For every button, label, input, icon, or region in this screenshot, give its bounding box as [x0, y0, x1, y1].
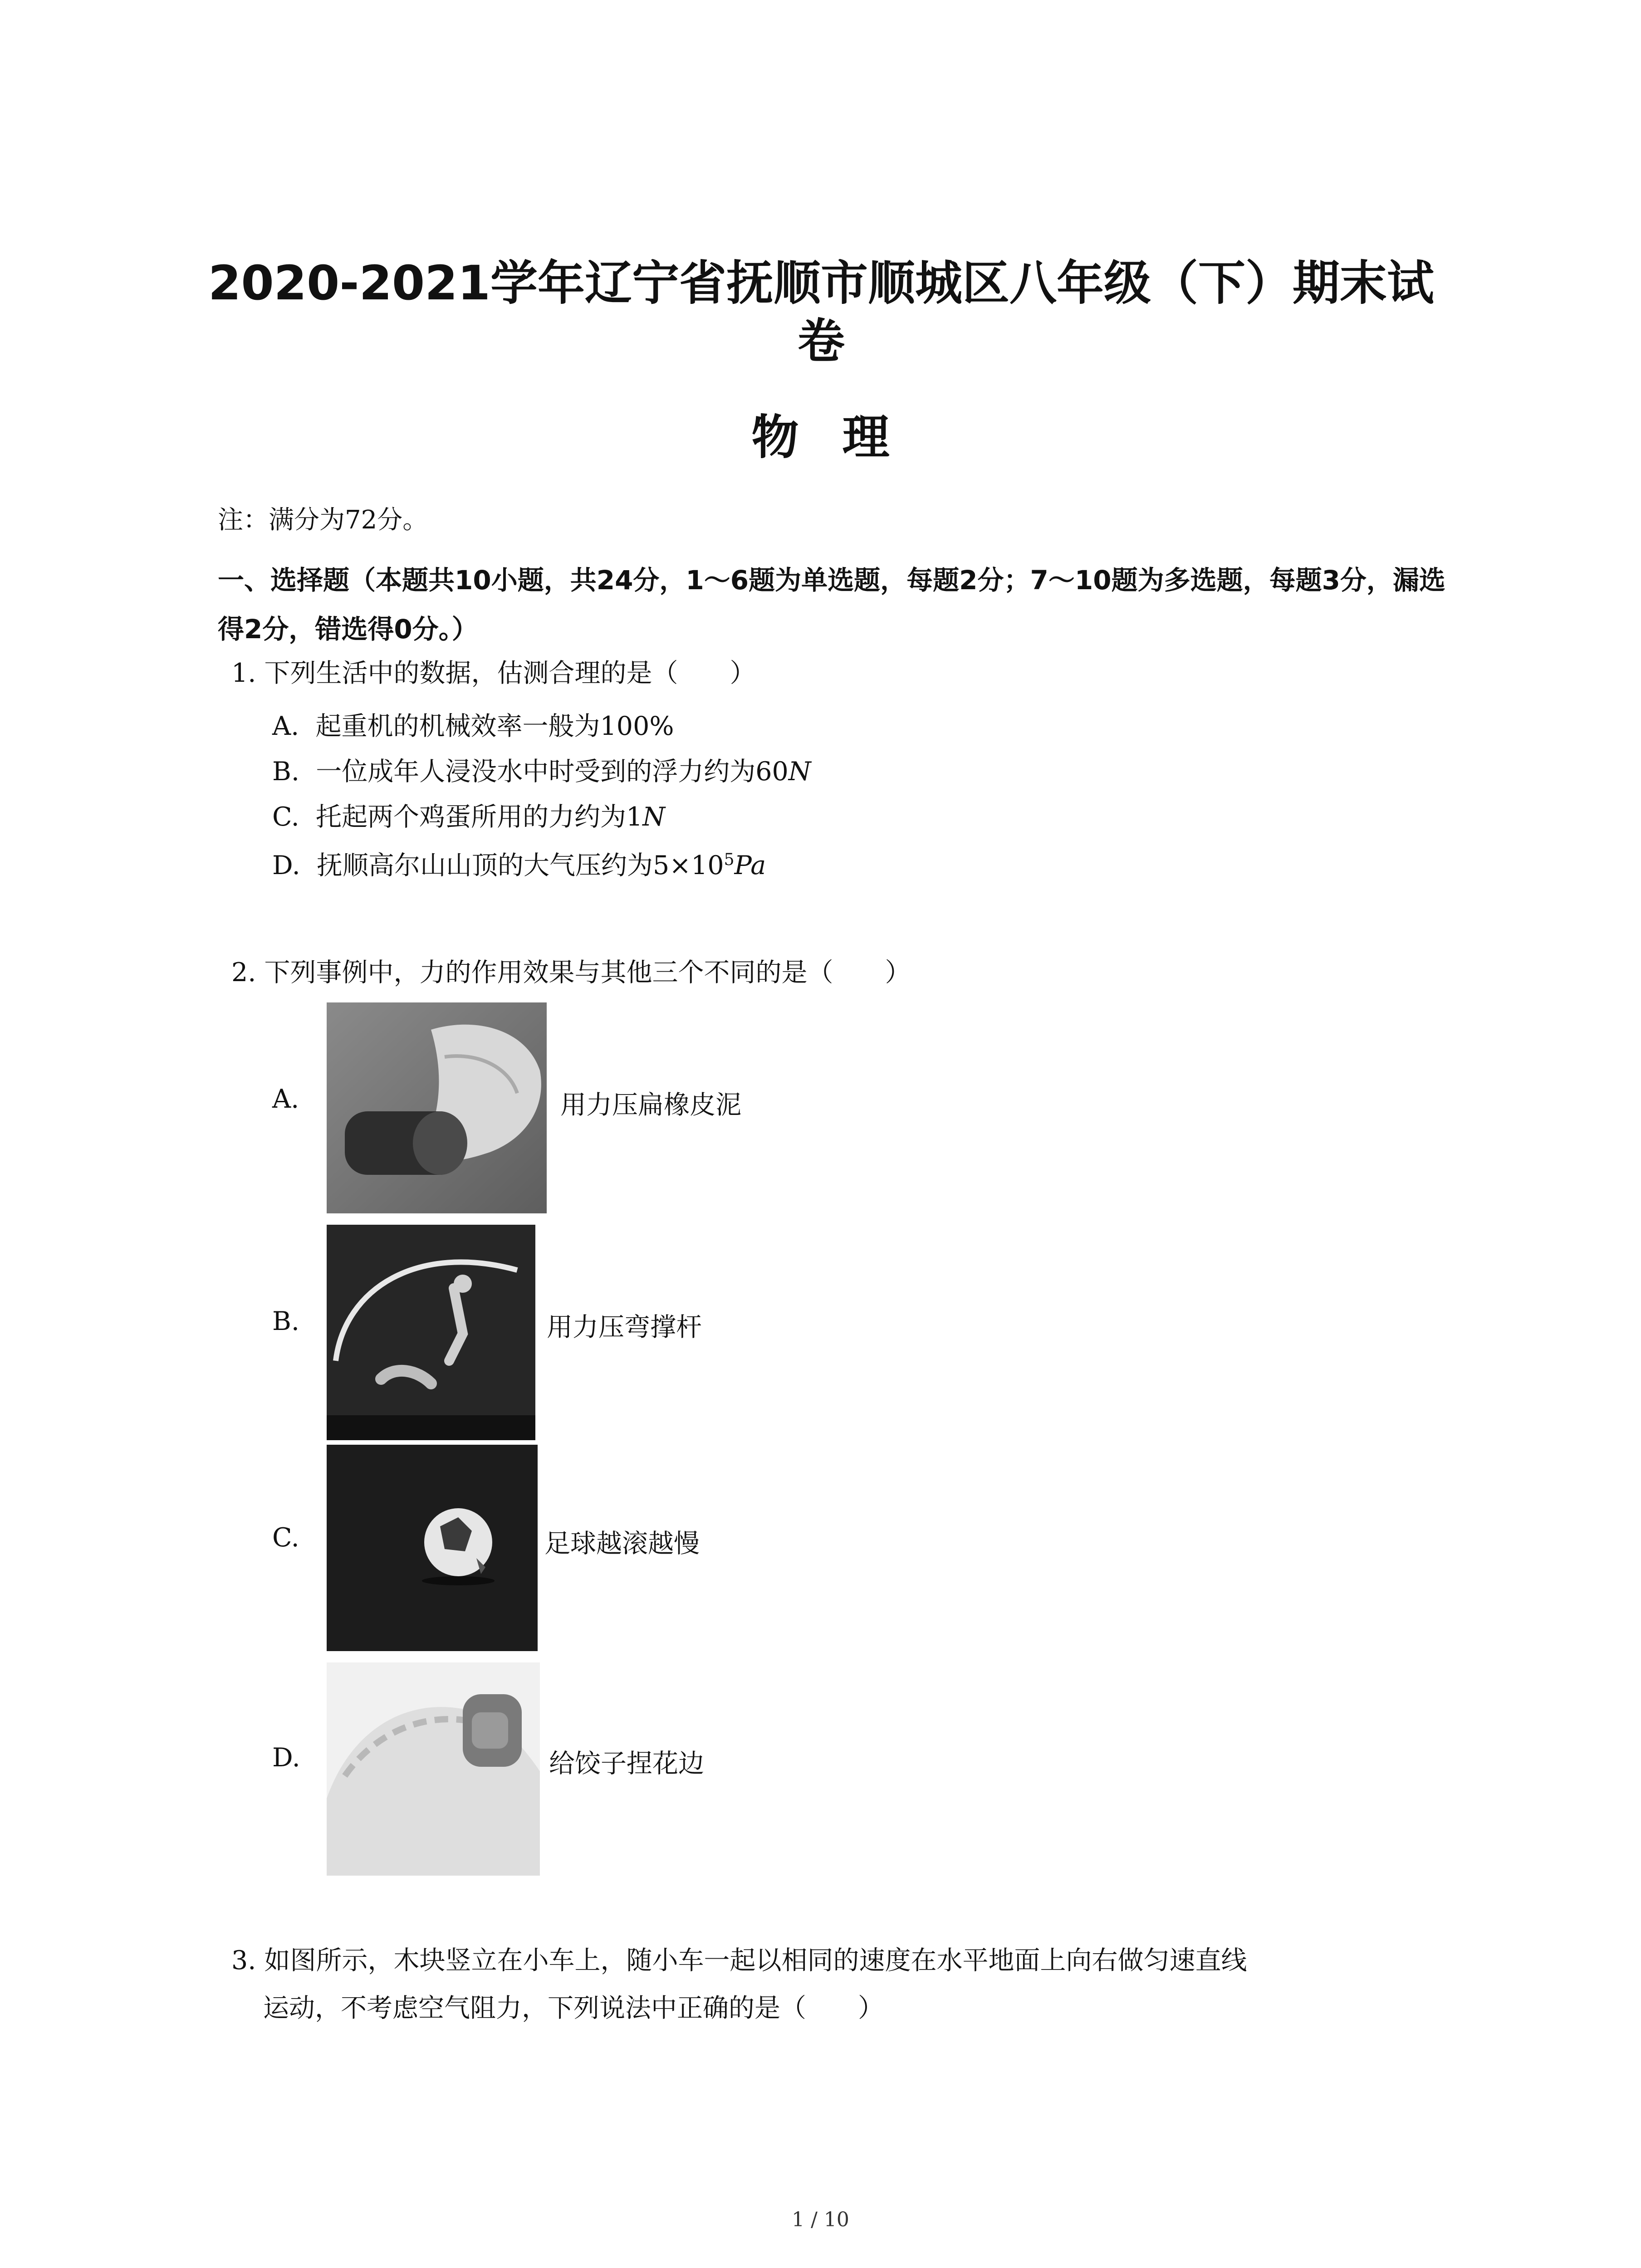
q2-option-d-caption: 给饺子捏花边 — [549, 1749, 704, 1779]
option-value: 100% — [600, 711, 674, 741]
q2-option-c-label: C. — [272, 1523, 299, 1553]
q1-option-b — [272, 751, 811, 788]
option-value: 5×10 — [653, 850, 724, 880]
q2-option-b-label: B. — [272, 1306, 300, 1336]
option-unit: N — [642, 802, 666, 832]
option-unit: N — [788, 757, 811, 787]
subject-title: 物理 — [751, 410, 933, 465]
option-value: 60 — [755, 757, 789, 787]
option-label: C. — [272, 802, 299, 832]
question-2-stem: 2. 下列事例中，力的作用效果与其他三个不同的是（ ） — [231, 958, 911, 987]
pole-vault-photo — [327, 1225, 535, 1440]
q1-option-a — [272, 705, 674, 743]
q2-option-a-caption: 用力压扁橡皮泥 — [560, 1090, 741, 1120]
q2-option-a-label: A. — [272, 1084, 299, 1114]
q2-option-d-label: D. — [272, 1743, 300, 1773]
option-text: 托起两个鸡蛋所用的力约为 — [315, 802, 626, 832]
question-3-stem-line-2: 运动，不考虑空气阻力，下列说法中正确的是（ ） — [263, 1993, 884, 2023]
option-text: 起重机的机械效率一般为 — [315, 711, 600, 741]
option-label: D. — [272, 850, 300, 880]
page-number: 1 / 10 — [792, 2208, 849, 2231]
question-3-stem-line-1: 3. 如图所示，木块竖立在小车上，随小车一起以相同的速度在水平地面上向右做匀速直线 — [231, 1945, 1247, 1975]
football-photo — [327, 1445, 538, 1651]
page-title: 2020-2021学年辽宁省抚顺市顺城区八年级（下）期末试卷 — [208, 255, 1435, 369]
section-heading: 一、选择题（本题共10小题，共24分，1～6题为单选题，每题2分；7～10题为多选题，每题3分，漏选得2分，错选得0分。） — [218, 565, 1445, 645]
q1-option-d — [272, 845, 766, 882]
option-text: 一位成年人浸没水中时受到的浮力约为 — [316, 757, 756, 787]
score-note: 注：满分为72分。 — [218, 505, 428, 535]
dumpling-photo — [327, 1662, 540, 1876]
option-unit: Pa — [734, 850, 766, 880]
option-label: B. — [272, 757, 300, 787]
q2-option-c-caption: 足球越滚越慢 — [544, 1529, 700, 1559]
option-text: 抚顺高尔山山顶的大气压约为 — [317, 850, 653, 880]
option-exponent: 5 — [724, 850, 735, 869]
q1-option-c — [272, 796, 665, 833]
q2-option-b-caption: 用力压弯撑杆 — [547, 1312, 702, 1342]
clay-photo — [327, 1002, 547, 1213]
option-value: 1 — [626, 802, 643, 832]
question-1-stem: 1. 下列生活中的数据，估测合理的是（ ） — [231, 658, 756, 688]
option-label: A. — [272, 711, 299, 741]
